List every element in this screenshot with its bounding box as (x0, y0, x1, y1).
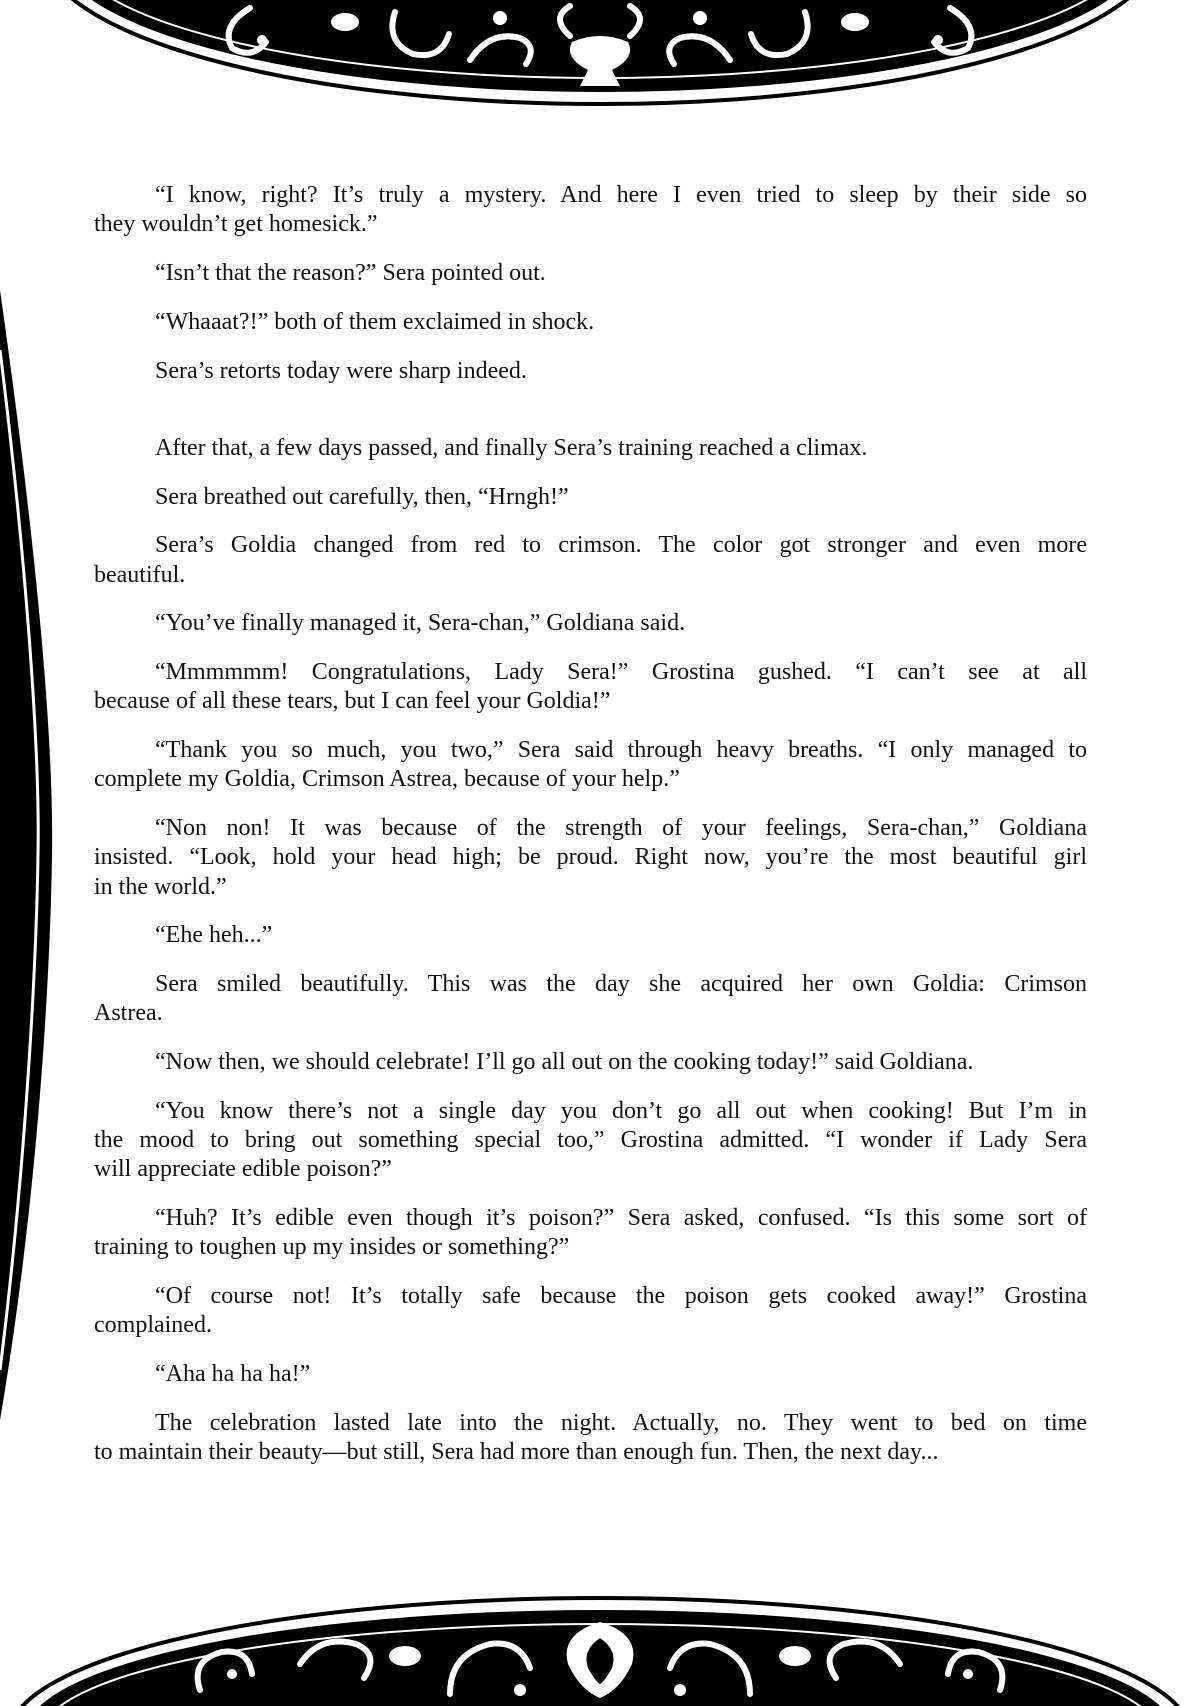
paragraph (94, 483, 1087, 512)
paragraph (94, 1409, 1087, 1467)
paragraph-line: Sera’s Goldia changed from red to crimson. The color got stronger and even more (155, 532, 1087, 559)
paragraph-line: “I know, right? It’s truly a mystery. And here I even tried to sleep by their side so (155, 182, 1087, 208)
paragraph-line: they wouldn’t get homesick.” (94, 211, 378, 238)
paragraph-line: because of all these tears, but I can feel your Goldia!” (94, 688, 611, 715)
paragraph-line: in the world.” (94, 873, 227, 900)
paragraph-line: The celebration lasted late into the night. Actually, no. They went to bed on time (155, 1409, 1087, 1436)
paragraph (94, 308, 1087, 337)
paragraph-line: will appreciate edible poison?” (94, 1156, 392, 1183)
paragraph-line: “Mmmmmm! Congratulations, Lady Sera!” Grostina gushed. “I can’t see at all (155, 659, 1087, 686)
paragraph-line: Astrea. (94, 1000, 163, 1027)
paragraph-line: “Of course not! It’s totally safe because the poison gets cooked away!” Grostina (155, 1283, 1087, 1310)
paragraph-line: to maintain their beauty—but still, Sera had more than enough fun. Then, the next day... (94, 1439, 939, 1466)
paragraph (94, 736, 1087, 794)
paragraph-line: beautiful. (94, 561, 186, 588)
paragraph-line: the mood to bring out something special too,” Grostina admitted. “I wonder if Lady Sera (94, 1127, 1087, 1154)
paragraph-line: complained. (94, 1312, 212, 1339)
paragraph-line: “Aha ha ha ha!” (155, 1361, 311, 1388)
paragraph-line: training to toughen up my insides or something?” (94, 1234, 570, 1261)
text-section (94, 434, 1087, 1468)
paragraph (94, 970, 1087, 1028)
paragraph (94, 609, 1087, 638)
paragraph (94, 531, 1087, 589)
top-scrollwork-ornament-icon (0, 0, 1200, 110)
paragraph-line: Sera smiled beautifully. This was the day she acquired her own Goldia: Crimson (155, 971, 1087, 998)
paragraph-line: complete my Goldia, Crimson Astrea, because of your help.” (94, 766, 680, 793)
bottom-scrollwork-ornament-icon (0, 1594, 1200, 1706)
paragraph-line: “Whaaat?!” both of them exclaimed in shock. (155, 308, 595, 335)
paragraph (94, 1360, 1087, 1389)
paragraph (94, 181, 1087, 239)
paragraph-line: “Thank you so much, you two,” Sera said through heavy breaths. “I only managed to (155, 737, 1087, 764)
paragraph (94, 658, 1087, 716)
paragraph-line: “Huh? It’s edible even though it’s poison?” Sera asked, confused. “Is this some sort of (155, 1205, 1087, 1232)
paragraph-line: “You know there’s not a single day you don’t go all out when cooking! But I’m in (155, 1097, 1087, 1124)
paragraph-line: “Isn’t that the reason?” Sera pointed out. (155, 260, 546, 286)
text-section (94, 181, 1087, 386)
paragraph-line: Sera breathed out carefully, then, “Hrngh!” (155, 483, 569, 510)
paragraph (94, 357, 1087, 386)
paragraph-line: “Non non! It was because of the strength of your feelings, Sera-chan,” Goldiana (155, 815, 1087, 842)
paragraph (94, 1282, 1087, 1340)
paragraph-line: insisted. “Look, hold your head high; be proud. Right now, you’re the most beautiful girl (94, 844, 1087, 871)
paragraph (94, 921, 1087, 950)
paragraph (94, 1204, 1087, 1262)
paragraph (94, 434, 1087, 463)
paragraph-line: “Now then, we should celebrate! I’ll go all out on the cooking today!” said Goldiana. (155, 1049, 974, 1076)
paragraph (94, 1048, 1087, 1077)
paragraph-line: Sera’s retorts today were sharp indeed. (155, 357, 527, 384)
paragraph-line: After that, a few days passed, and finally Sera’s training reached a climax. (155, 434, 868, 461)
left-border-flourish-icon (0, 290, 70, 1420)
page-text (94, 181, 1087, 1487)
paragraph-line: “Ehe heh...” (155, 922, 273, 949)
paragraph-line: “You’ve finally managed it, Sera-chan,” Goldiana said. (155, 610, 686, 637)
paragraph (94, 259, 1087, 288)
paragraph (94, 814, 1087, 902)
paragraph (94, 1097, 1087, 1185)
